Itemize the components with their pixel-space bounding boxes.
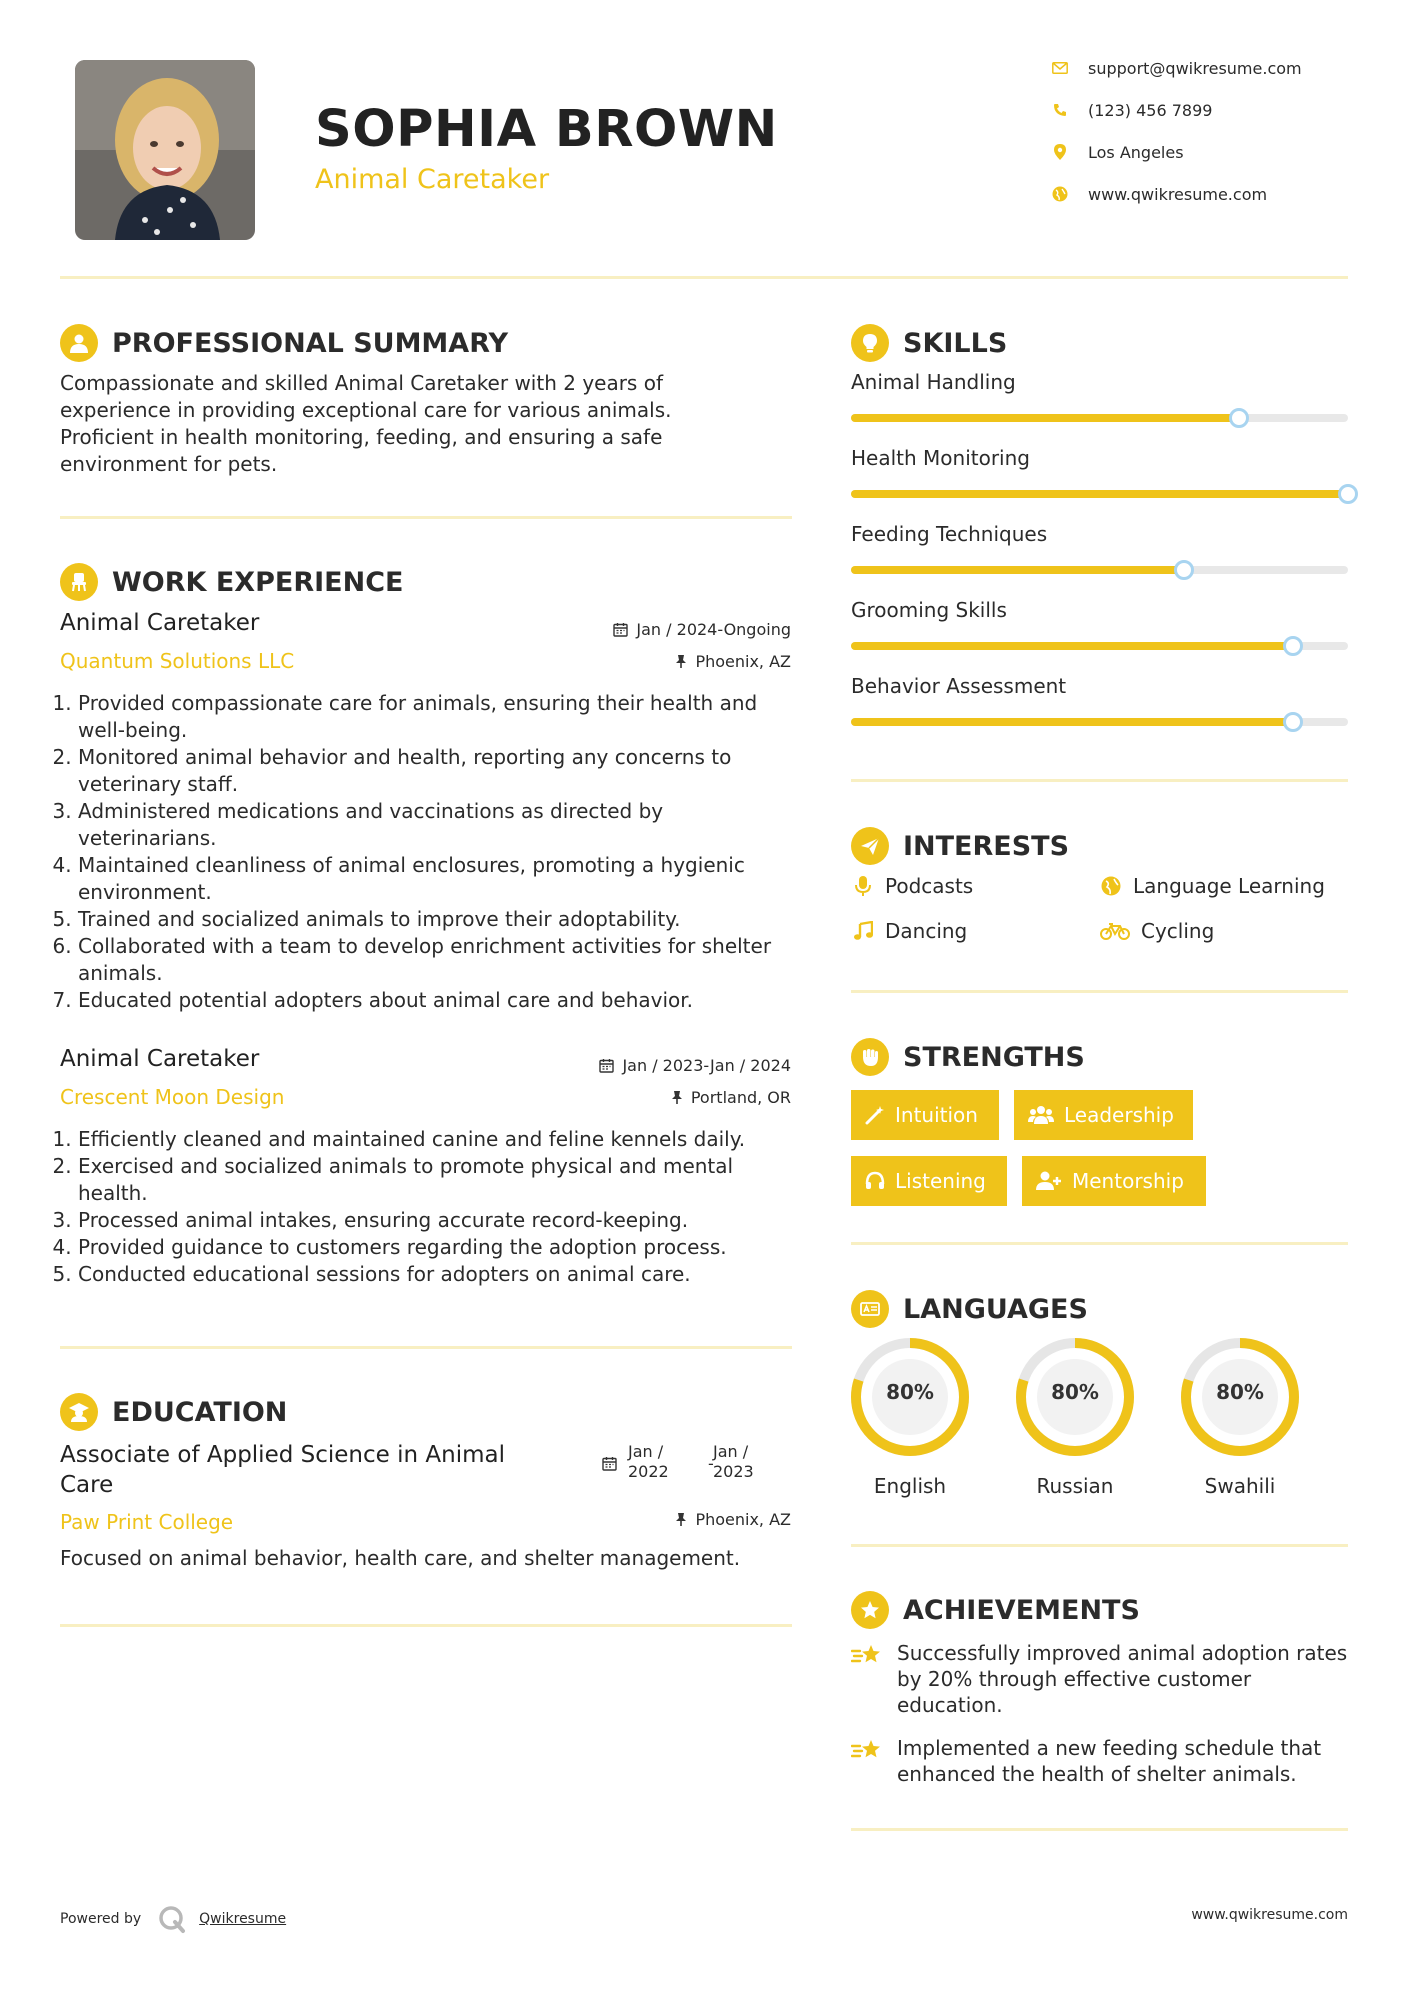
skill-bar-fill xyxy=(851,718,1293,726)
user-plus-icon xyxy=(1036,1171,1062,1191)
languages-list xyxy=(849,1336,1349,1506)
skill-name: Health Monitoring xyxy=(851,446,1030,470)
star-badge-icon xyxy=(851,1591,889,1629)
job-1-dates-text: Jan / 2024-Ongoing xyxy=(636,620,791,639)
users-icon xyxy=(1028,1105,1054,1125)
chair-icon xyxy=(60,563,98,601)
education-school: Paw Print College xyxy=(60,1510,234,1534)
summary-heading-text: PROFESSIONAL SUMMARY xyxy=(112,327,509,359)
powered-by-text: Powered by xyxy=(60,1911,142,1927)
envelope-icon xyxy=(1050,58,1070,78)
strength-intuition xyxy=(851,1090,999,1140)
education-start xyxy=(628,1442,669,1482)
job-1-dates xyxy=(613,620,791,639)
summary-divider xyxy=(60,516,792,519)
job-2-location-text: Portland, OR xyxy=(690,1088,791,1107)
job-1-duties xyxy=(58,690,798,1014)
skill-level-knob xyxy=(1283,712,1303,732)
phone-text: (123) 456 7899 xyxy=(1088,100,1213,120)
language-name: English xyxy=(873,1474,947,1498)
skill-name: Animal Handling xyxy=(851,370,1016,394)
skill-bar-fill xyxy=(851,490,1348,498)
achievements-heading-text: ACHIEVEMENTS xyxy=(903,1594,1140,1626)
interest-label: Cycling xyxy=(1141,919,1215,943)
list-item: 1. Provided compassionate care for animals, ensuring their health and well-being. xyxy=(78,690,798,744)
skill-bar-track xyxy=(851,490,1348,498)
strength-label: Mentorship xyxy=(1072,1169,1184,1193)
education-description: Focused on animal behavior, health care, and shelter management. xyxy=(60,1546,741,1570)
education-date-dash: - xyxy=(708,1454,714,1473)
bicycle-icon xyxy=(1099,919,1131,943)
skills-heading xyxy=(851,324,1007,362)
skill-bar-track xyxy=(851,642,1348,650)
interest-label: Language Learning xyxy=(1133,874,1325,898)
shooting-star-icon xyxy=(851,1640,885,1718)
job-2-dates-text: Jan / 2023-Jan / 2024 xyxy=(622,1056,791,1075)
language-percent: 80% xyxy=(1051,1380,1099,1404)
skill-bar-fill xyxy=(851,566,1184,574)
headphones-icon xyxy=(865,1171,885,1191)
lightbulb-icon xyxy=(851,324,889,362)
experience-divider xyxy=(60,1346,792,1349)
language-name: Russian xyxy=(1036,1474,1114,1498)
calendar-icon xyxy=(599,1058,614,1073)
contact-website[interactable] xyxy=(1050,184,1267,204)
person-icon xyxy=(60,324,98,362)
list-item: 1. Efficiently cleaned and maintained canine and feline kennels daily. xyxy=(78,1126,798,1153)
list-item: 5. Trained and socialized animals to improve their adoptability. xyxy=(78,906,798,933)
skill-level-knob xyxy=(1229,408,1249,428)
languages-divider xyxy=(851,1544,1348,1547)
interests-divider xyxy=(851,990,1348,993)
fist-icon xyxy=(851,1038,889,1076)
interest-dancing xyxy=(851,919,967,943)
strength-listening xyxy=(851,1156,1007,1206)
music-note-icon xyxy=(851,919,875,943)
interest-label: Dancing xyxy=(885,919,968,943)
paper-plane-icon xyxy=(851,827,889,865)
pushpin-icon xyxy=(675,1512,687,1527)
skills-heading-text: SKILLS xyxy=(903,327,1008,359)
strength-label: Leadership xyxy=(1064,1103,1174,1127)
education-end-year: 2023 xyxy=(713,1462,754,1481)
list-item: 7. Educated potential adopters about animal care and behavior. xyxy=(78,987,798,1014)
skill-level-knob xyxy=(1174,560,1194,580)
languages-heading xyxy=(851,1290,1088,1328)
language-name: Swahili xyxy=(1204,1474,1276,1498)
contact-location xyxy=(1050,142,1184,162)
list-item: 2. Monitored animal behavior and health, reporting any concerns to veterinary staff. xyxy=(78,744,798,798)
achievement-1 xyxy=(851,1640,1351,1718)
pushpin-icon xyxy=(675,654,687,669)
achievements-heading xyxy=(851,1591,1140,1629)
job-2-company: Crescent Moon Design xyxy=(60,1085,285,1109)
skill-bar-track xyxy=(851,718,1348,726)
skills-list xyxy=(851,370,1349,740)
header-divider xyxy=(60,276,1348,279)
globe-icon xyxy=(1099,874,1123,898)
candidate-title: Animal Caretaker xyxy=(315,164,550,195)
strength-leadership xyxy=(1014,1090,1193,1140)
strength-mentorship xyxy=(1022,1156,1206,1206)
achievement-2 xyxy=(851,1735,1351,1787)
skill-bar-track xyxy=(851,566,1348,574)
map-pin-icon xyxy=(1050,142,1070,162)
calendar-icon xyxy=(613,622,628,637)
job-2-location xyxy=(671,1088,791,1107)
skill-bar-track xyxy=(851,414,1348,422)
job-2-duties xyxy=(58,1126,798,1288)
list-item: 5. Conducted educational sessions for adopters on animal care. xyxy=(78,1261,798,1288)
skill-bar-fill xyxy=(851,642,1293,650)
skill-name: Behavior Assessment xyxy=(851,674,1067,698)
interest-label: Podcasts xyxy=(885,874,974,898)
education-end-month: Jan / xyxy=(713,1442,749,1461)
contact-phone[interactable] xyxy=(1050,100,1212,120)
job-2-dates xyxy=(599,1056,791,1075)
interest-language-learning xyxy=(1099,874,1325,898)
list-item: 4. Provided guidance to customers regarding the adoption process. xyxy=(78,1234,798,1261)
education-start-year: 2022 xyxy=(628,1462,669,1481)
strength-label: Listening xyxy=(895,1169,986,1193)
website-text: www.qwikresume.com xyxy=(1088,184,1268,204)
footer-website[interactable]: www.qwikresume.com xyxy=(1191,1907,1348,1923)
job-1-title: Animal Caretaker xyxy=(60,610,260,636)
job-1-location xyxy=(675,652,791,671)
location-text: Los Angeles xyxy=(1088,142,1184,162)
interest-cycling xyxy=(1099,919,1214,943)
skills-divider xyxy=(851,779,1348,782)
strengths-heading-text: STRENGTHS xyxy=(903,1041,1085,1073)
list-item: 3. Processed animal intakes, ensuring accurate record-keeping. xyxy=(78,1207,798,1234)
education-dates xyxy=(602,1442,802,1486)
footer-powered-by xyxy=(60,1904,286,1934)
strengths-heading xyxy=(851,1038,1085,1076)
achievement-text: Successfully improved animal adoption rates by 20% through effective customer education. xyxy=(897,1641,1348,1717)
skill-level-knob xyxy=(1283,636,1303,656)
list-item: 4. Maintained cleanliness of animal enclosures, promoting a hygienic environment. xyxy=(78,852,798,906)
strength-label: Intuition xyxy=(895,1103,978,1127)
education-location xyxy=(675,1510,791,1529)
globe-icon xyxy=(1050,184,1070,204)
achievement-text: Implemented a new feeding schedule that enhanced the health of shelter animals. xyxy=(897,1736,1322,1786)
experience-heading-text: WORK EXPERIENCE xyxy=(112,566,404,598)
language-icon xyxy=(851,1290,889,1328)
candidate-name: SOPHIA BROWN xyxy=(315,100,778,159)
profile-photo xyxy=(75,60,255,240)
languages-heading-text: LANGUAGES xyxy=(903,1293,1088,1325)
magic-wand-icon xyxy=(865,1105,885,1125)
job-1-company: Quantum Solutions LLC xyxy=(60,649,295,673)
achievements-divider xyxy=(851,1828,1348,1831)
graduate-icon xyxy=(60,1393,98,1431)
list-item: 3. Administered medications and vaccinations as directed by veterinarians. xyxy=(78,798,798,852)
phone-icon xyxy=(1050,100,1070,120)
qwikresume-link[interactable]: Qwikresume xyxy=(199,1911,287,1927)
contact-email[interactable] xyxy=(1050,58,1302,78)
language-percent: 80% xyxy=(1216,1380,1264,1404)
education-location-text: Phoenix, AZ xyxy=(695,1510,791,1529)
pushpin-icon xyxy=(671,1090,683,1105)
experience-heading xyxy=(60,563,403,601)
job-2-title: Animal Caretaker xyxy=(60,1046,260,1072)
interest-podcasts xyxy=(851,874,973,898)
education-end xyxy=(713,1442,754,1482)
skill-bar-fill xyxy=(851,414,1239,422)
education-start-month: Jan / xyxy=(628,1442,664,1461)
skill-name: Feeding Techniques xyxy=(851,522,1048,546)
skill-level-knob xyxy=(1338,484,1358,504)
email-text: support@qwikresume.com xyxy=(1088,58,1302,78)
interests-heading xyxy=(851,827,1069,865)
list-item: 6. Collaborated with a team to develop enrichment activities for shelter animals. xyxy=(78,933,798,987)
skill-name: Grooming Skills xyxy=(851,598,1007,622)
summary-heading xyxy=(60,324,508,362)
list-item: 2. Exercised and socialized animals to promote physical and mental health. xyxy=(78,1153,798,1207)
qwikresume-logo-icon xyxy=(157,1904,187,1934)
calendar-icon xyxy=(602,1456,617,1471)
interests-heading-text: INTERESTS xyxy=(903,830,1070,862)
education-heading xyxy=(60,1393,287,1431)
education-divider xyxy=(60,1624,792,1627)
language-percent: 80% xyxy=(886,1380,934,1404)
summary-text: Compassionate and skilled Animal Caretaker with 2 years of experience in providing exceptional care for various animals. Proficient in health monitoring, feeding, and ensuring a safe environment for pets. xyxy=(60,371,672,476)
education-degree: Associate of Applied Science in Animal Care xyxy=(60,1442,505,1498)
shooting-star-icon xyxy=(851,1735,885,1787)
job-1-location-text: Phoenix, AZ xyxy=(695,652,791,671)
microphone-icon xyxy=(851,874,875,898)
strengths-divider xyxy=(851,1242,1348,1245)
education-heading-text: EDUCATION xyxy=(112,1396,288,1428)
